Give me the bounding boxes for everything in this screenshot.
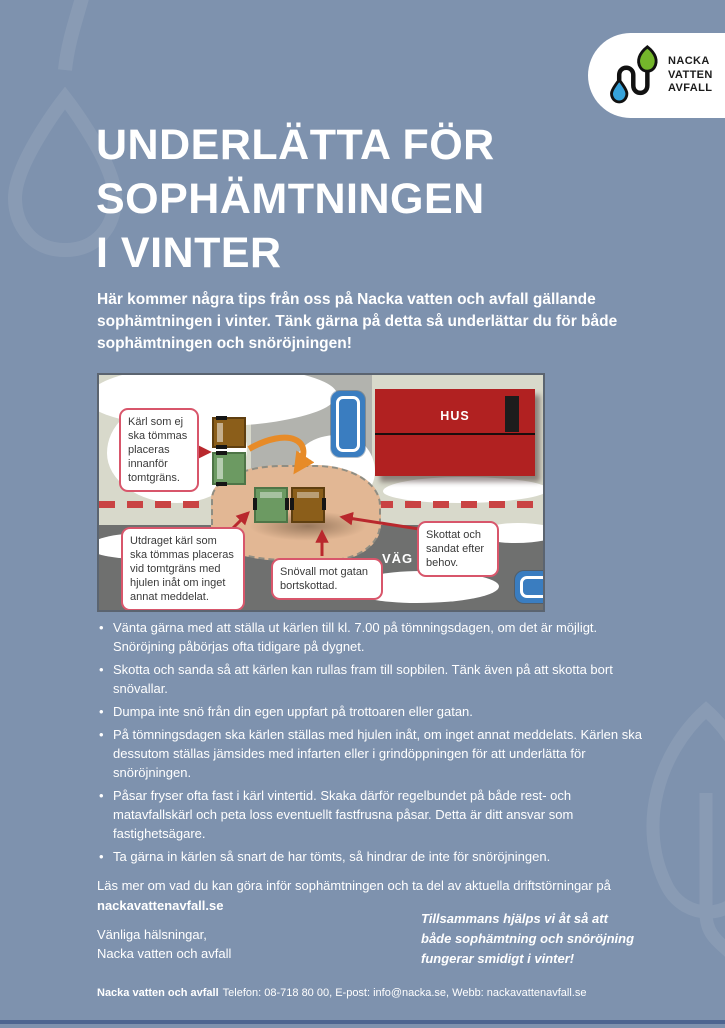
title-line-1: UNDERLÄTTA FÖR	[96, 121, 495, 169]
winter-street-illustration	[97, 373, 545, 612]
footer-contact-details: Telefon: 08-718 80 00, E-post: info@nacka.se, Webb: nackavattenavfall.se	[222, 987, 587, 999]
bin-wheel	[216, 482, 227, 486]
tips-list	[97, 618, 645, 870]
house	[375, 389, 535, 476]
bin-wheel	[322, 498, 326, 510]
road-label: VÄG	[382, 551, 414, 566]
callout-snow-bank: Snövall mot gatan bortskottad.	[271, 558, 383, 600]
bin-wheel	[216, 416, 227, 420]
bin-lid-slot	[297, 492, 319, 498]
waste-bin-brown	[291, 487, 325, 523]
list-item: • På tömningsdagen ska kärlen ställas med hjulen inåt, om inget annat meddelats. Kärlen ska dessutom ställas jämsides med infarten eller i grindöppningen för att underlätta för snöröjningen.	[97, 725, 645, 782]
list-item: • Dumpa inte snö från din egen uppfart på trottoaren eller gatan.	[97, 702, 645, 721]
waste-bin-brown	[212, 417, 246, 448]
callout-shoveled: Skottat och sandat efter behov.	[417, 521, 499, 577]
logo-drop-leaf-icon	[600, 43, 664, 107]
house-label: HUS	[440, 409, 470, 423]
bin-lid-slot	[217, 458, 223, 479]
house-roof-line	[375, 433, 535, 435]
waste-bin-green	[254, 487, 288, 523]
footer-contact	[97, 986, 586, 1000]
bin-lid-slot	[217, 423, 223, 442]
bin-lid-slot	[260, 492, 282, 498]
bin-wheel	[285, 498, 289, 510]
bin-wheel	[216, 451, 227, 455]
waste-bin-green	[212, 452, 246, 485]
property-line-dashed	[377, 501, 545, 508]
signoff	[97, 925, 231, 963]
car-top-view	[331, 391, 365, 457]
intro-paragraph: Här kommer några tips från oss på Nacka vatten och avfall gällande sophämtningen i vinter. Tänk gärna på detta så underlättar du för både sophämtningen och snöröjningen!	[97, 291, 618, 352]
car-top-view	[515, 571, 545, 603]
list-item: • Ta gärna in kärlen så snart de har tömts, så hindrar de inte för snöröjningen.	[97, 847, 645, 866]
list-item: • Påsar fryser ofta fast i kärl vintertid. Skaka därför regelbundet på både rest- och matavfallskärl och peta loss eventuellt fastfrusna påsar. Detta är ditt ansvar som fastighetsägare.	[97, 786, 645, 843]
bottom-bar	[0, 1020, 725, 1024]
callout-pulled-out: Utdraget kärl som ska tömmas placeras vid tomtgräns med hjulen inåt om inget annat meddelat.	[121, 527, 245, 611]
list-item: • Vänta gärna med att ställa ut kärlen till kl. 7.00 på tömningsdagen, om det är möjligt. Snöröjning påbörjas ofta tidigare på dygnet.	[97, 618, 645, 656]
logo-text-line: AVFALL	[668, 82, 713, 94]
page-title	[96, 118, 495, 280]
signoff-line-2: Nacka vatten och avfall	[97, 946, 232, 961]
list-item: • Skotta och sanda så att kärlen kan rullas fram till sopbilen. Tänk även på att skotta bort snövallar.	[97, 660, 645, 698]
logo-text-line: NACKA	[668, 55, 710, 67]
title-line-2: SOPHÄMTNINGEN	[96, 175, 485, 223]
callout-keep-inside: Kärl som ej ska tömmas placeras innanför tomtgräns.	[119, 408, 199, 492]
car-roof-outline	[336, 396, 360, 452]
logo-text-line: VATTEN	[668, 68, 713, 81]
tagline: Tillsammans hjälps vi åt så att både sophämtning och snöröjning fungerar smidigt i vinter!	[421, 911, 635, 966]
title-line-3: I VINTER	[96, 229, 282, 277]
read-more-text: Läs mer om vad du kan göra inför sophämtningen och ta del av aktuella driftstörningar på	[97, 878, 611, 893]
bin-wheel	[216, 445, 227, 449]
bin-wheel	[290, 498, 294, 510]
car-roof-outline	[520, 576, 545, 598]
logo	[588, 33, 725, 118]
website-link[interactable]: nackavattenavfall.se	[97, 898, 224, 913]
snow-patch	[383, 477, 545, 503]
signoff-line-1: Vänliga hälsningar,	[97, 927, 207, 942]
footer-company: Nacka vatten och avfall	[97, 987, 219, 999]
bin-wheel	[253, 498, 257, 510]
